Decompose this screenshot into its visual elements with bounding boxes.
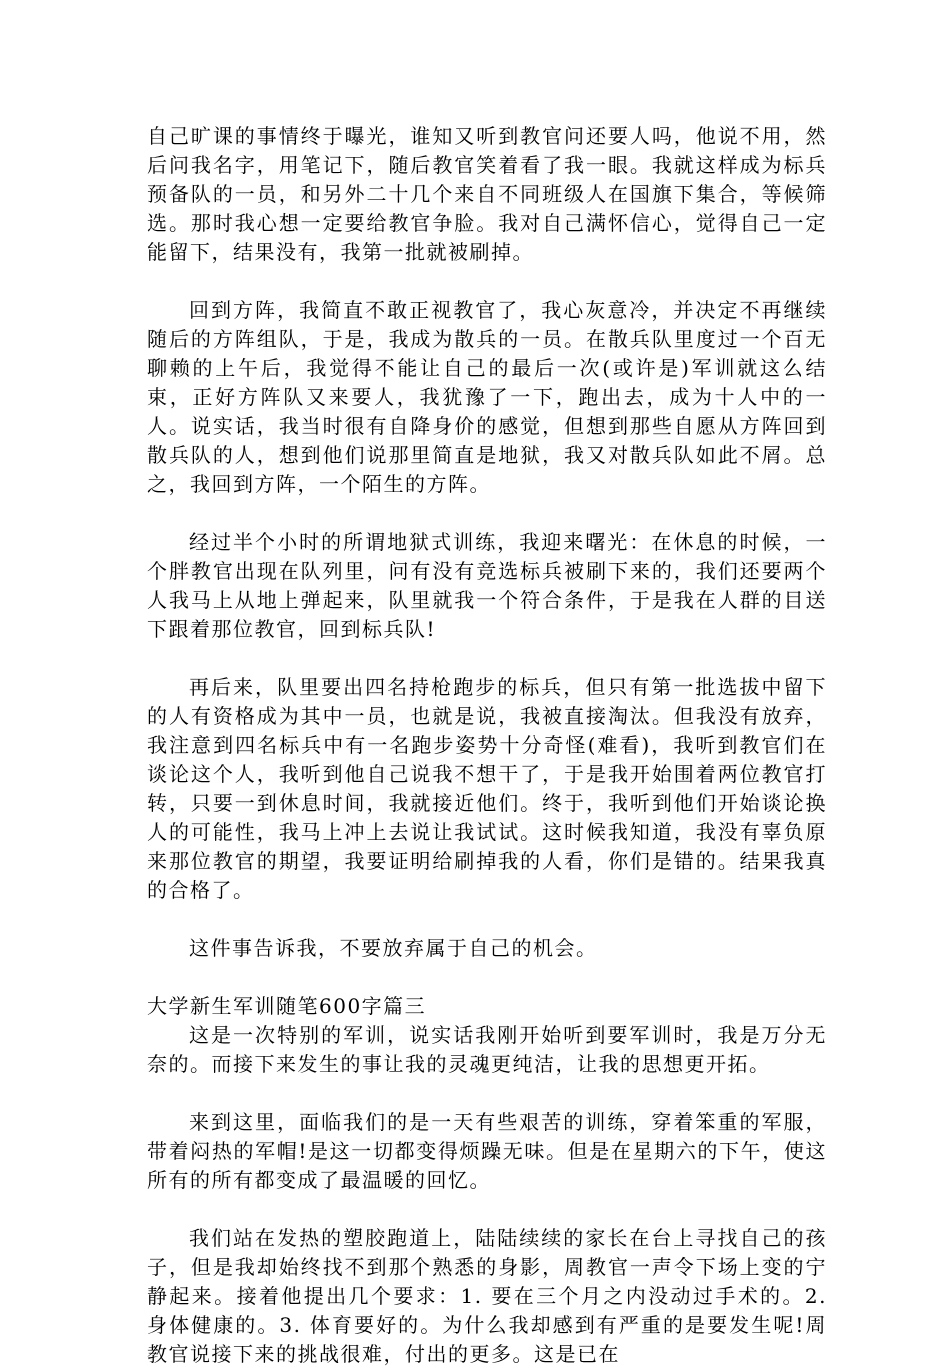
paragraph-6: 这是一次特别的军训，说实话我刚开始听到要军训时，我是万分无奈的。而接下来发生的事让我的灵魂更纯洁，让我的思想更开拓。 xyxy=(147,1023,827,1076)
paragraph-8: 我们站在发热的塑胶跑道上，陆陆续续的家长在台上寻找自己的孩子，但是我却始终找不到那个熟悉的身影，周教官一声令下场上变的宁静起来。接着他提出几个要求：1. 要在三个月之内没动过手术的。2. 身体健康的。3. 体育要好的。为什么我却感到有严重的是要发生呢!周教官说接下来的挑战很难，付出的更多。这是已在 xyxy=(147,1226,827,1366)
paragraph-7: 来到这里，面临我们的是一天有些艰苦的训练，穿着笨重的军服，带着闷热的军帽!是这一切都变得烦躁无味。但是在星期六的下午，使这所有的所有都变成了最温暖的回忆。 xyxy=(147,1110,827,1192)
paragraph-5: 这件事告诉我，不要放弃属于自己的机会。 xyxy=(189,936,598,960)
paragraph-1: 自己旷课的事情终于曝光，谁知又听到教官问还要人吗，他说不用，然后问我名字，用笔记下，随后教官笑着看了我一眼。我就这样成为标兵预备队的一员，和另外二十几个来自不同班级人在国旗下集合，等候筛选。那时我心想一定要给教官争脸。我对自己满怀信心，觉得自己一定能留下，结果没有，我第一批就被刷掉。 xyxy=(147,124,827,264)
paragraph-3: 经过半个小时的所谓地狱式训练，我迎来曙光：在休息的时候，一个胖教官出现在队列里，问有没有竞选标兵被刷下来的，我们还要两个人我马上从地上弹起来，队里就我一个符合条件，于是我在人群的目送下跟着那位教官，回到标兵队! xyxy=(147,530,827,641)
section-heading: 大学新生军训随笔600字篇三 xyxy=(147,994,427,1018)
document-body xyxy=(147,122,827,1369)
paragraph-4: 再后来，队里要出四名持枪跑步的标兵，但只有第一批选拔中留下的人有资格成为其中一员，也就是说，我被直接淘汰。但我没有放弃，我注意到四名标兵中有一名跑步姿势十分奇怪(难看)，我听到教官们在谈论这个人，我听到他自己说我不想干了，于是我开始围着两位教官打转，只要一到休息时间，我就接近他们。终于，我听到他们开始谈论换人的可能性，我马上冲上去说让我试试。这时候我知道，我没有辜负原来那位教官的期望，我要证明给刷掉我的人看，你们是错的。结果我真的合格了。 xyxy=(147,675,827,902)
paragraph-2: 回到方阵，我简直不敢正视教官了，我心灰意冷，并决定不再继续随后的方阵组队，于是，我成为散兵的一员。在散兵队里度过一个百无聊赖的上午后，我觉得不能让自己的最后一次(或许是)军训就这么结束，正好方阵队又来要人，我犹豫了一下，跑出去，成为十人中的一人。说实话，我当时很有自降身价的感觉，但想到那些自愿从方阵回到散兵队的人，想到他们说那里简直是地狱，我又对散兵队如此不屑。总之，我回到方阵，一个陌生的方阵。 xyxy=(147,298,827,496)
